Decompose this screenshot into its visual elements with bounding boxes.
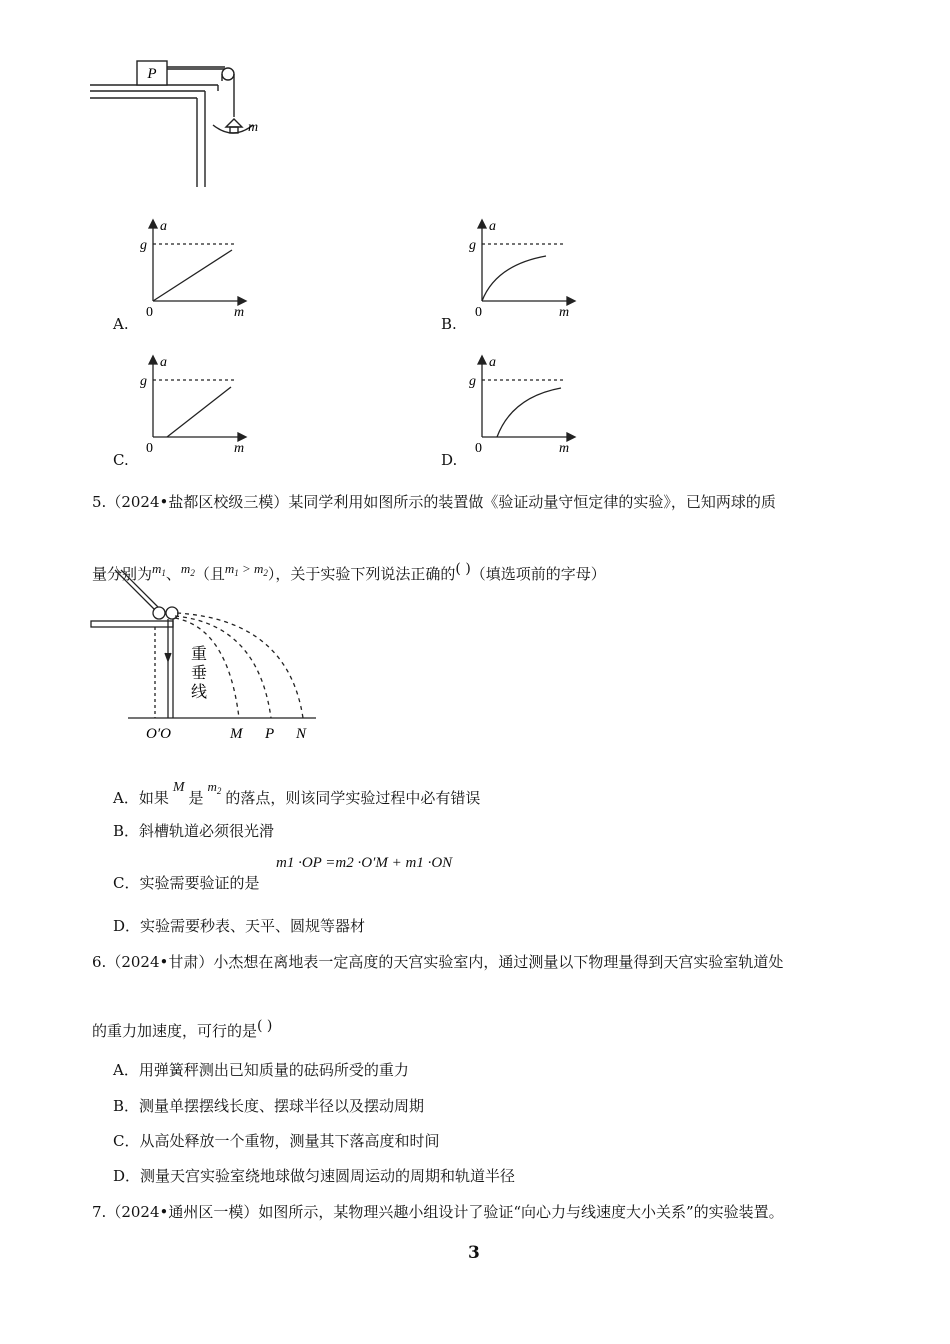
graph-c-label: C. bbox=[113, 451, 129, 469]
graph-a-origin: 0 bbox=[146, 305, 153, 320]
option-a-m2-m: m bbox=[207, 779, 217, 794]
option-a-text-1: A．如果 bbox=[113, 789, 169, 807]
question-6-option-b: B．测量单摆摆线长度、摆球半径以及摆动周期 bbox=[113, 1097, 425, 1115]
gt-rhs-sub: 2 bbox=[263, 568, 268, 578]
question-5-separator: 、 bbox=[165, 565, 181, 583]
option-c-formula: m1 ·OP =m2 ·O′M + m1 ·ON bbox=[276, 855, 453, 871]
graph-a-x-axis: m bbox=[234, 305, 245, 320]
plumb-line-char-3: 线 bbox=[191, 684, 208, 701]
graph-c bbox=[135, 351, 265, 461]
graph-d-origin: 0 bbox=[475, 441, 482, 456]
graph-d-y-axis: a bbox=[489, 355, 496, 370]
label-p-point: P bbox=[265, 726, 275, 742]
question-5-option-a bbox=[113, 777, 480, 808]
question-7-number: 7. bbox=[92, 1203, 107, 1221]
question-5-option-b: B．斜槽轨道必须很光滑 bbox=[113, 822, 275, 840]
question-6-option-d: D．测量天宫实验室绕地球做匀速圆周运动的周期和轨道半径 bbox=[113, 1167, 516, 1185]
question-6-answer-blank: ( ) bbox=[257, 1018, 273, 1034]
graph-a-y-axis: a bbox=[160, 219, 167, 234]
mass-m-label: m bbox=[248, 120, 259, 135]
option-a-m2-sub: 2 bbox=[216, 786, 222, 796]
graph-d bbox=[464, 351, 594, 461]
question-5-text-2c: ），关于实验下列说法正确的 bbox=[267, 565, 456, 583]
m2-symbol-m: m bbox=[180, 561, 191, 576]
m2-symbol-sub: 2 bbox=[190, 568, 195, 578]
graph-b bbox=[464, 215, 594, 325]
question-7-text-1: （2024•通州区一模）如图所示，某物理兴趣小组设计了验证“向心力与线速度大小关系”的实验装置。 bbox=[106, 1203, 784, 1221]
question-5-option-d: D．实验需要秒表、天平、圆规等器材 bbox=[113, 917, 366, 935]
question-5-option-c bbox=[113, 873, 259, 893]
graph-a-g-label: g bbox=[140, 238, 147, 253]
question-5-text-2d: （填选项前的字母） bbox=[470, 565, 606, 583]
graph-d-label: D. bbox=[441, 451, 458, 469]
graph-c-y-axis: a bbox=[160, 355, 167, 370]
option-a-text-3: 的落点，则该同学实验过程中必有错误 bbox=[225, 789, 481, 807]
momentum-figure bbox=[88, 568, 328, 748]
question-6-option-a: A．用弹簧秤测出已知质量的砝码所受的重力 bbox=[113, 1061, 409, 1079]
graph-b-label: B. bbox=[441, 315, 457, 333]
page-number: 3 bbox=[468, 1243, 480, 1263]
question-5-answer-blank: ( ) bbox=[455, 561, 471, 577]
option-a-m-symbol: M bbox=[172, 780, 185, 795]
question-5-text-2a: 量分别为 bbox=[92, 565, 153, 583]
question-5-line-1 bbox=[92, 492, 776, 512]
question-5-text-1: （2024•盐都区校级三模）某同学利用如图所示的装置做《验证动量守恒定律的实验》，已知两球的质 bbox=[106, 493, 776, 511]
question-6-text-1: （2024•甘肃）小杰想在离地表一定高度的天宫实验室内，通过测量以下物理量得到天宫实验室轨道处 bbox=[106, 953, 784, 971]
plumb-line-char-2: 垂 bbox=[191, 665, 208, 682]
question-7-line-1 bbox=[92, 1202, 784, 1222]
label-n-point: N bbox=[296, 726, 307, 742]
gt-lhs-m: m bbox=[224, 561, 235, 576]
option-c-text: C．实验需要验证的是 bbox=[113, 874, 260, 892]
graph-b-g-label: g bbox=[469, 238, 476, 253]
graph-b-y-axis: a bbox=[489, 219, 496, 234]
question-5-text-2b: （且 bbox=[194, 565, 225, 583]
graph-a bbox=[135, 215, 265, 325]
label-o-prime-o: O′O bbox=[146, 726, 171, 742]
label-m-point: M bbox=[230, 726, 243, 742]
graph-c-origin: 0 bbox=[146, 441, 153, 456]
graph-b-x-axis: m bbox=[559, 305, 570, 320]
question-6-option-c: C．从高处释放一个重物，测量其下落高度和时间 bbox=[113, 1132, 440, 1150]
graph-b-origin: 0 bbox=[475, 305, 482, 320]
question-6-line-1 bbox=[92, 952, 783, 972]
graph-d-x-axis: m bbox=[559, 441, 570, 456]
option-a-m2-symbol bbox=[208, 779, 222, 794]
box-p-label: P bbox=[147, 66, 157, 82]
m1-symbol-m: m bbox=[152, 561, 162, 576]
gt-sign: > bbox=[238, 561, 254, 576]
question-6-text-2: 的重力加速度，可行的是 bbox=[92, 1022, 258, 1040]
graph-c-x-axis: m bbox=[234, 441, 245, 456]
graph-c-g-label: g bbox=[140, 374, 147, 389]
m1-symbol-sub: 1 bbox=[161, 568, 166, 578]
graph-d-g-label: g bbox=[469, 374, 476, 389]
pulley-figure bbox=[85, 55, 275, 195]
option-a-text-2: 是 bbox=[188, 789, 204, 807]
gt-lhs-sub: 1 bbox=[234, 568, 239, 578]
gt-rhs-m: m bbox=[254, 561, 264, 576]
question-6-number: 6. bbox=[92, 953, 107, 971]
plumb-line-char-1: 重 bbox=[191, 646, 208, 663]
question-6-line-2 bbox=[92, 1016, 272, 1041]
graph-a-label: A. bbox=[113, 315, 129, 333]
question-5-number: 5. bbox=[92, 493, 107, 511]
